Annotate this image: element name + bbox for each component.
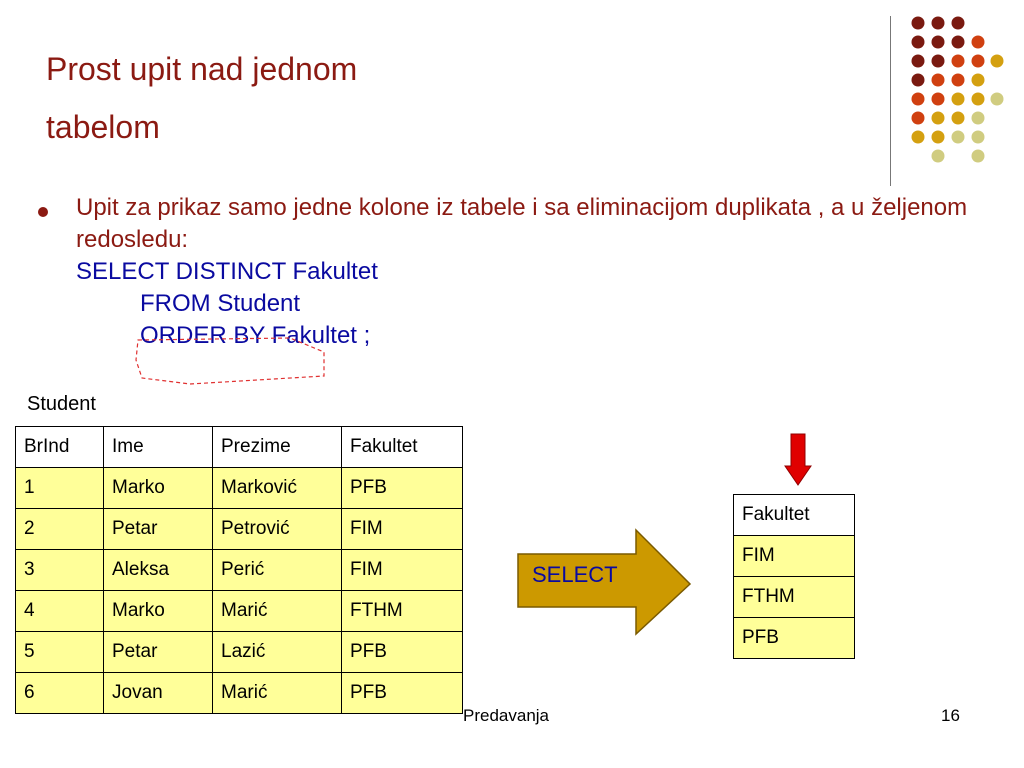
table-cell: 2 — [16, 509, 104, 550]
down-arrow-icon — [784, 432, 812, 488]
title-line-2: tabelom — [46, 109, 160, 145]
decorative-dot — [932, 74, 945, 87]
decorative-dot-grid — [0, 0, 1024, 170]
header-cell: Fakultet — [342, 427, 463, 468]
table-cell: 6 — [16, 673, 104, 714]
table-row — [16, 550, 463, 591]
table-row — [734, 536, 855, 577]
table-cell: FTHM — [342, 591, 463, 632]
header-cell: BrInd — [16, 427, 104, 468]
page-number: 16 — [941, 706, 960, 725]
header-cell: Prezime — [213, 427, 342, 468]
table-cell: FIM — [342, 509, 463, 550]
table-cell: 4 — [16, 591, 104, 632]
decorative-dot — [972, 74, 985, 87]
decorative-dot — [972, 36, 985, 49]
decorative-dot — [952, 74, 965, 87]
table-cell: Petrović — [213, 509, 342, 550]
table-row — [16, 673, 463, 714]
result-table — [733, 494, 855, 659]
table-row — [734, 618, 855, 659]
decorative-dot — [932, 93, 945, 106]
decorative-dot — [932, 36, 945, 49]
decorative-dot — [952, 17, 965, 30]
student-table — [15, 426, 463, 714]
table-cell: Lazić — [213, 632, 342, 673]
decorative-dot — [912, 131, 925, 144]
table-header-row — [734, 495, 855, 536]
bullet-text: Upit za prikaz samo jedne kolone iz tabele i sa eliminacijom duplikata , a u željenom redosledu: — [76, 194, 968, 253]
decorative-dot — [912, 36, 925, 49]
table-row — [734, 577, 855, 618]
table-row — [16, 591, 463, 632]
table-cell: Perić — [213, 550, 342, 591]
table-row — [16, 632, 463, 673]
table-cell: FTHM — [734, 577, 855, 618]
decorative-dot — [952, 131, 965, 144]
table-cell: Petar — [104, 632, 213, 673]
decorative-dot — [952, 112, 965, 125]
table-cell: PFB — [342, 673, 463, 714]
table-cell: 1 — [16, 468, 104, 509]
table-row — [16, 509, 463, 550]
table-cell: Marko — [104, 591, 213, 632]
table-header-row — [16, 427, 463, 468]
select-arrow-label: SELECT — [532, 562, 618, 587]
decorative-dot — [932, 131, 945, 144]
decorative-dot — [991, 55, 1004, 68]
student-table-caption: Student — [27, 393, 96, 415]
decorative-dot — [952, 93, 965, 106]
decorative-dot — [952, 55, 965, 68]
decorative-dot — [932, 112, 945, 125]
dashed-highlight-shape — [130, 330, 330, 390]
decorative-dot — [952, 36, 965, 49]
table-cell: FIM — [342, 550, 463, 591]
decorative-dot — [972, 150, 985, 163]
decorative-dot — [932, 150, 945, 163]
table-cell: Marić — [213, 591, 342, 632]
table-cell: PFB — [342, 632, 463, 673]
table-row — [16, 468, 463, 509]
header-cell: Ime — [104, 427, 213, 468]
header-cell: Fakultet — [734, 495, 855, 536]
decorative-dot — [912, 93, 925, 106]
table-cell: 3 — [16, 550, 104, 591]
decorative-dot — [991, 93, 1004, 106]
table-cell: 5 — [16, 632, 104, 673]
decorative-dot — [972, 55, 985, 68]
decorative-dot — [972, 93, 985, 106]
sql-line-select: SELECT DISTINCT Fakultet — [76, 258, 378, 285]
sql-line-from: FROM Student — [140, 290, 301, 317]
footer-label: Predavanja — [463, 706, 550, 725]
table-cell: Marko — [104, 468, 213, 509]
decorative-dot — [912, 17, 925, 30]
decorative-dot — [972, 131, 985, 144]
decorative-dot — [972, 112, 985, 125]
sql-line-order-by: ORDER BY Fakultet ; — [140, 322, 371, 349]
decorative-dot — [932, 17, 945, 30]
table-cell: Marković — [213, 468, 342, 509]
table-cell: Jovan — [104, 673, 213, 714]
decorative-dot — [912, 55, 925, 68]
decorative-dot — [932, 55, 945, 68]
table-cell: PFB — [734, 618, 855, 659]
decorative-dot — [912, 74, 925, 87]
decorative-dot — [912, 112, 925, 125]
table-cell: Marić — [213, 673, 342, 714]
bullet-icon — [38, 207, 48, 217]
table-cell: Petar — [104, 509, 213, 550]
table-cell: PFB — [342, 468, 463, 509]
table-cell: FIM — [734, 536, 855, 577]
table-cell: Aleksa — [104, 550, 213, 591]
bullet-paragraph — [76, 192, 996, 352]
title-line-1: Prost upit nad jednom — [46, 51, 358, 87]
